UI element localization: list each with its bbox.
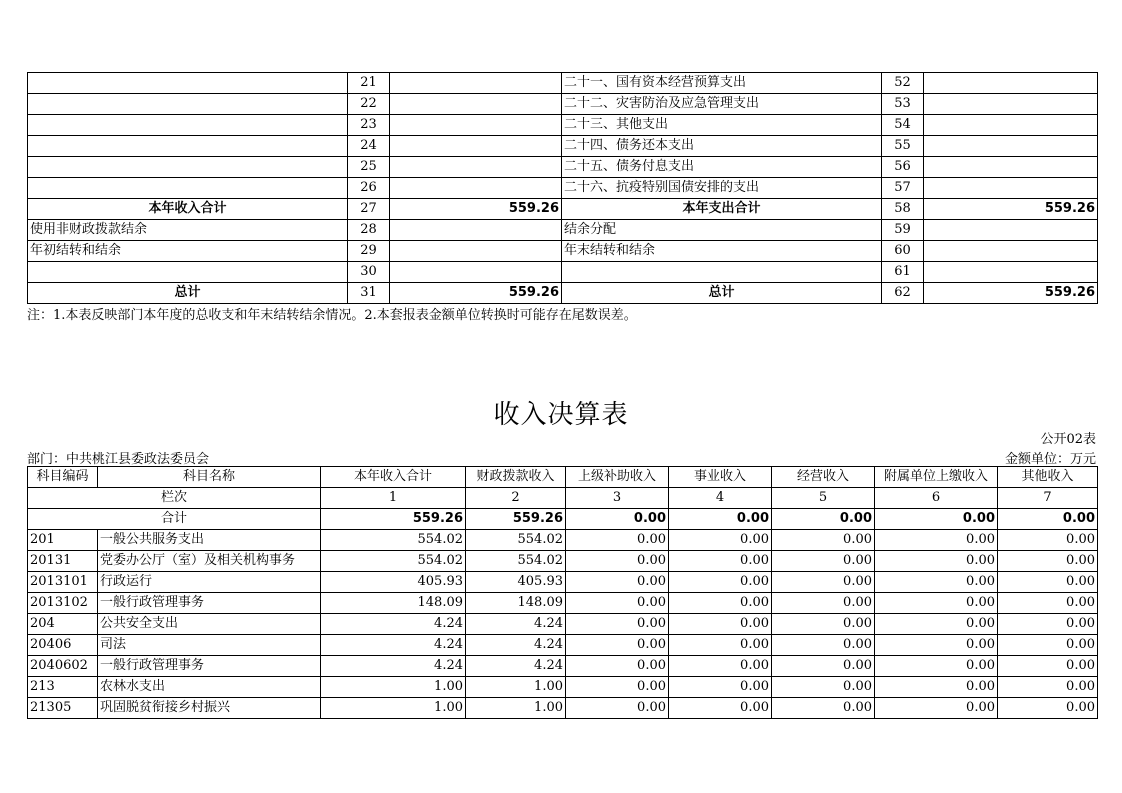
table-row bbox=[28, 635, 1098, 656]
amount-cell: 0.00 bbox=[669, 572, 772, 593]
income-line-number: 25 bbox=[348, 157, 390, 178]
total-value: 0.00 bbox=[566, 509, 669, 530]
table-row bbox=[28, 530, 1098, 551]
column-number: 5 bbox=[772, 488, 875, 509]
amount-cell: 0.00 bbox=[998, 572, 1098, 593]
expense-line-number: 55 bbox=[882, 136, 924, 157]
expense-item-label: 二十一、国有资本经营预算支出 bbox=[562, 73, 882, 94]
amount-cell: 0.00 bbox=[772, 698, 875, 719]
column-number: 4 bbox=[669, 488, 772, 509]
income-amount: 559.26 bbox=[390, 199, 562, 220]
income-item-label: 总计 bbox=[28, 283, 348, 304]
expense-amount: 559.26 bbox=[924, 199, 1098, 220]
total-row bbox=[28, 509, 1098, 530]
amount-cell: 0.00 bbox=[998, 551, 1098, 572]
total-value: 0.00 bbox=[772, 509, 875, 530]
subject-code: 2013102 bbox=[28, 593, 98, 614]
subject-name: 一般公共服务支出 bbox=[98, 530, 321, 551]
amount-cell: 0.00 bbox=[875, 635, 998, 656]
column-header: 财政拨款收入 bbox=[466, 467, 566, 488]
amount-cell: 0.00 bbox=[998, 698, 1098, 719]
income-item-label bbox=[28, 73, 348, 94]
expense-item-label: 二十四、债务还本支出 bbox=[562, 136, 882, 157]
amount-cell: 0.00 bbox=[566, 614, 669, 635]
summary-row bbox=[28, 178, 1098, 199]
amount-cell: 1.00 bbox=[466, 677, 566, 698]
total-value: 0.00 bbox=[669, 509, 772, 530]
expense-line-number: 60 bbox=[882, 241, 924, 262]
header-row bbox=[28, 467, 1098, 488]
column-header: 上级补助收入 bbox=[566, 467, 669, 488]
column-header: 科目编码 bbox=[28, 467, 98, 488]
amount-cell: 405.93 bbox=[466, 572, 566, 593]
income-item-label bbox=[28, 115, 348, 136]
income-amount bbox=[390, 241, 562, 262]
amount-cell: 0.00 bbox=[772, 572, 875, 593]
column-number: 3 bbox=[566, 488, 669, 509]
income-item-label: 使用非财政拨款结余 bbox=[28, 220, 348, 241]
summary-total-row bbox=[28, 283, 1098, 304]
amount-cell: 0.00 bbox=[566, 698, 669, 719]
amount-cell: 148.09 bbox=[466, 593, 566, 614]
amount-cell: 0.00 bbox=[566, 677, 669, 698]
amount-cell: 0.00 bbox=[875, 530, 998, 551]
expense-line-number: 62 bbox=[882, 283, 924, 304]
amount-cell: 0.00 bbox=[566, 593, 669, 614]
amount-cell: 0.00 bbox=[772, 656, 875, 677]
amount-cell: 4.24 bbox=[466, 614, 566, 635]
column-header: 科目名称 bbox=[98, 467, 321, 488]
amount-cell: 0.00 bbox=[772, 614, 875, 635]
table-row bbox=[28, 656, 1098, 677]
column-header: 经营收入 bbox=[772, 467, 875, 488]
amount-cell: 0.00 bbox=[998, 530, 1098, 551]
amount-cell: 0.00 bbox=[875, 614, 998, 635]
total-label: 合计 bbox=[28, 509, 321, 530]
total-value: 0.00 bbox=[998, 509, 1098, 530]
summary-total-row bbox=[28, 199, 1098, 220]
column-number: 7 bbox=[998, 488, 1098, 509]
amount-cell: 0.00 bbox=[875, 656, 998, 677]
income-amount bbox=[390, 136, 562, 157]
amount-cell: 0.00 bbox=[998, 614, 1098, 635]
summary-row bbox=[28, 136, 1098, 157]
income-line-number: 30 bbox=[348, 262, 390, 283]
summary-row bbox=[28, 157, 1098, 178]
amount-cell: 0.00 bbox=[772, 593, 875, 614]
summary-row bbox=[28, 94, 1098, 115]
income-line-number: 22 bbox=[348, 94, 390, 115]
amount-cell: 148.09 bbox=[321, 593, 466, 614]
expense-line-number: 54 bbox=[882, 115, 924, 136]
expense-item-label: 二十五、债务付息支出 bbox=[562, 157, 882, 178]
form-number: 公开02表 bbox=[1040, 432, 1096, 447]
expense-amount bbox=[924, 220, 1098, 241]
income-amount bbox=[390, 94, 562, 115]
amount-cell: 0.00 bbox=[669, 677, 772, 698]
income-amount bbox=[390, 262, 562, 283]
income-item-label bbox=[28, 178, 348, 199]
amount-cell: 554.02 bbox=[466, 530, 566, 551]
expense-item-label: 二十六、抗疫特别国债安排的支出 bbox=[562, 178, 882, 199]
amount-cell: 554.02 bbox=[466, 551, 566, 572]
expense-amount bbox=[924, 262, 1098, 283]
amount-cell: 0.00 bbox=[772, 530, 875, 551]
subject-code: 20406 bbox=[28, 635, 98, 656]
amount-cell: 1.00 bbox=[321, 698, 466, 719]
amount-cell: 0.00 bbox=[566, 635, 669, 656]
amount-cell: 0.00 bbox=[669, 614, 772, 635]
expense-line-number: 52 bbox=[882, 73, 924, 94]
expense-amount bbox=[924, 94, 1098, 115]
column-number-label: 栏次 bbox=[28, 488, 321, 509]
subject-name: 司法 bbox=[98, 635, 321, 656]
subject-name: 党委办公厅（室）及相关机构事务 bbox=[98, 551, 321, 572]
amount-cell: 1.00 bbox=[321, 677, 466, 698]
income-line-number: 29 bbox=[348, 241, 390, 262]
amount-cell: 0.00 bbox=[566, 572, 669, 593]
amount-cell: 1.00 bbox=[466, 698, 566, 719]
income-line-number: 21 bbox=[348, 73, 390, 94]
amount-cell: 0.00 bbox=[669, 593, 772, 614]
summary-row bbox=[28, 241, 1098, 262]
expense-line-number: 58 bbox=[882, 199, 924, 220]
expense-amount bbox=[924, 136, 1098, 157]
amount-cell: 0.00 bbox=[566, 551, 669, 572]
expense-item-label: 年末结转和结余 bbox=[562, 241, 882, 262]
subject-code: 213 bbox=[28, 677, 98, 698]
amount-cell: 554.02 bbox=[321, 530, 466, 551]
amount-cell: 4.24 bbox=[321, 614, 466, 635]
income-line-number: 31 bbox=[348, 283, 390, 304]
income-line-number: 23 bbox=[348, 115, 390, 136]
amount-cell: 4.24 bbox=[466, 656, 566, 677]
amount-cell: 0.00 bbox=[669, 698, 772, 719]
expense-line-number: 57 bbox=[882, 178, 924, 199]
amount-cell: 0.00 bbox=[669, 551, 772, 572]
summary-row bbox=[28, 220, 1098, 241]
total-value: 559.26 bbox=[466, 509, 566, 530]
subject-name: 公共安全支出 bbox=[98, 614, 321, 635]
column-header: 事业收入 bbox=[669, 467, 772, 488]
column-number-row bbox=[28, 488, 1098, 509]
department-label: 部门：中共桃江县委政法委员会 bbox=[27, 452, 210, 467]
column-number: 1 bbox=[321, 488, 466, 509]
table-row bbox=[28, 614, 1098, 635]
summary-row bbox=[28, 115, 1098, 136]
amount-cell: 0.00 bbox=[669, 635, 772, 656]
income-amount bbox=[390, 157, 562, 178]
expense-item-label bbox=[562, 262, 882, 283]
subject-code: 21305 bbox=[28, 698, 98, 719]
page-title: 收入决算表 bbox=[493, 400, 629, 430]
income-line-number: 28 bbox=[348, 220, 390, 241]
amount-cell: 554.02 bbox=[321, 551, 466, 572]
expense-amount: 559.26 bbox=[924, 283, 1098, 304]
expense-amount bbox=[924, 157, 1098, 178]
table-row bbox=[28, 593, 1098, 614]
income-line-number: 26 bbox=[348, 178, 390, 199]
income-amount bbox=[390, 220, 562, 241]
amount-cell: 0.00 bbox=[772, 677, 875, 698]
income-item-label bbox=[28, 157, 348, 178]
expense-amount bbox=[924, 178, 1098, 199]
expense-line-number: 59 bbox=[882, 220, 924, 241]
amount-cell: 4.24 bbox=[321, 656, 466, 677]
amount-cell: 0.00 bbox=[669, 656, 772, 677]
income-item-label: 年初结转和结余 bbox=[28, 241, 348, 262]
amount-cell: 4.24 bbox=[321, 635, 466, 656]
amount-cell: 0.00 bbox=[875, 572, 998, 593]
amount-cell: 0.00 bbox=[875, 593, 998, 614]
amount-cell: 405.93 bbox=[321, 572, 466, 593]
expense-item-label: 二十三、其他支出 bbox=[562, 115, 882, 136]
income-line-number: 27 bbox=[348, 199, 390, 220]
total-value: 559.26 bbox=[321, 509, 466, 530]
income-item-label bbox=[28, 94, 348, 115]
amount-cell: 0.00 bbox=[998, 656, 1098, 677]
subject-code: 201 bbox=[28, 530, 98, 551]
subject-code: 2013101 bbox=[28, 572, 98, 593]
subject-name: 巩固脱贫衔接乡村振兴 bbox=[98, 698, 321, 719]
amount-cell: 0.00 bbox=[772, 635, 875, 656]
subject-name: 行政运行 bbox=[98, 572, 321, 593]
column-number: 2 bbox=[466, 488, 566, 509]
income-amount bbox=[390, 73, 562, 94]
column-header: 附属单位上缴收入 bbox=[875, 467, 998, 488]
amount-cell: 0.00 bbox=[566, 656, 669, 677]
table-row bbox=[28, 677, 1098, 698]
table-row bbox=[28, 551, 1098, 572]
subject-code: 2040602 bbox=[28, 656, 98, 677]
table-row bbox=[28, 572, 1098, 593]
subject-code: 204 bbox=[28, 614, 98, 635]
table-note: 注：1.本表反映部门本年度的总收支和年末结转结余情况。2.本套报表金额单位转换时可能存在尾数误差。 bbox=[27, 308, 637, 323]
subject-name: 农林水支出 bbox=[98, 677, 321, 698]
amount-cell: 0.00 bbox=[772, 551, 875, 572]
income-line-number: 24 bbox=[348, 136, 390, 157]
subject-code: 20131 bbox=[28, 551, 98, 572]
table-row bbox=[28, 698, 1098, 719]
income-amount bbox=[390, 115, 562, 136]
expense-line-number: 61 bbox=[882, 262, 924, 283]
expense-amount bbox=[924, 73, 1098, 94]
income-amount: 559.26 bbox=[390, 283, 562, 304]
income-item-label bbox=[28, 262, 348, 283]
amount-cell: 0.00 bbox=[875, 698, 998, 719]
amount-cell: 4.24 bbox=[466, 635, 566, 656]
subject-name: 一般行政管理事务 bbox=[98, 593, 321, 614]
expense-amount bbox=[924, 115, 1098, 136]
expense-item-label: 总计 bbox=[562, 283, 882, 304]
column-header: 其他收入 bbox=[998, 467, 1098, 488]
amount-cell: 0.00 bbox=[566, 530, 669, 551]
amount-cell: 0.00 bbox=[875, 551, 998, 572]
amount-cell: 0.00 bbox=[998, 677, 1098, 698]
amount-cell: 0.00 bbox=[875, 677, 998, 698]
column-header: 本年收入合计 bbox=[321, 467, 466, 488]
total-value: 0.00 bbox=[875, 509, 998, 530]
amount-cell: 0.00 bbox=[998, 593, 1098, 614]
amount-cell: 0.00 bbox=[998, 635, 1098, 656]
expense-item-label: 二十二、灾害防治及应急管理支出 bbox=[562, 94, 882, 115]
income-item-label: 本年收入合计 bbox=[28, 199, 348, 220]
income-amount bbox=[390, 178, 562, 199]
summary-row bbox=[28, 73, 1098, 94]
expense-item-label: 本年支出合计 bbox=[562, 199, 882, 220]
income-item-label bbox=[28, 136, 348, 157]
expense-line-number: 53 bbox=[882, 94, 924, 115]
column-number: 6 bbox=[875, 488, 998, 509]
subject-name: 一般行政管理事务 bbox=[98, 656, 321, 677]
expense-item-label: 结余分配 bbox=[562, 220, 882, 241]
expense-amount bbox=[924, 241, 1098, 262]
amount-unit-label: 金额单位：万元 bbox=[1004, 452, 1096, 467]
income-expense-summary-table bbox=[27, 72, 1098, 304]
amount-cell: 0.00 bbox=[669, 530, 772, 551]
income-statement-table bbox=[27, 466, 1098, 719]
summary-row bbox=[28, 262, 1098, 283]
expense-line-number: 56 bbox=[882, 157, 924, 178]
